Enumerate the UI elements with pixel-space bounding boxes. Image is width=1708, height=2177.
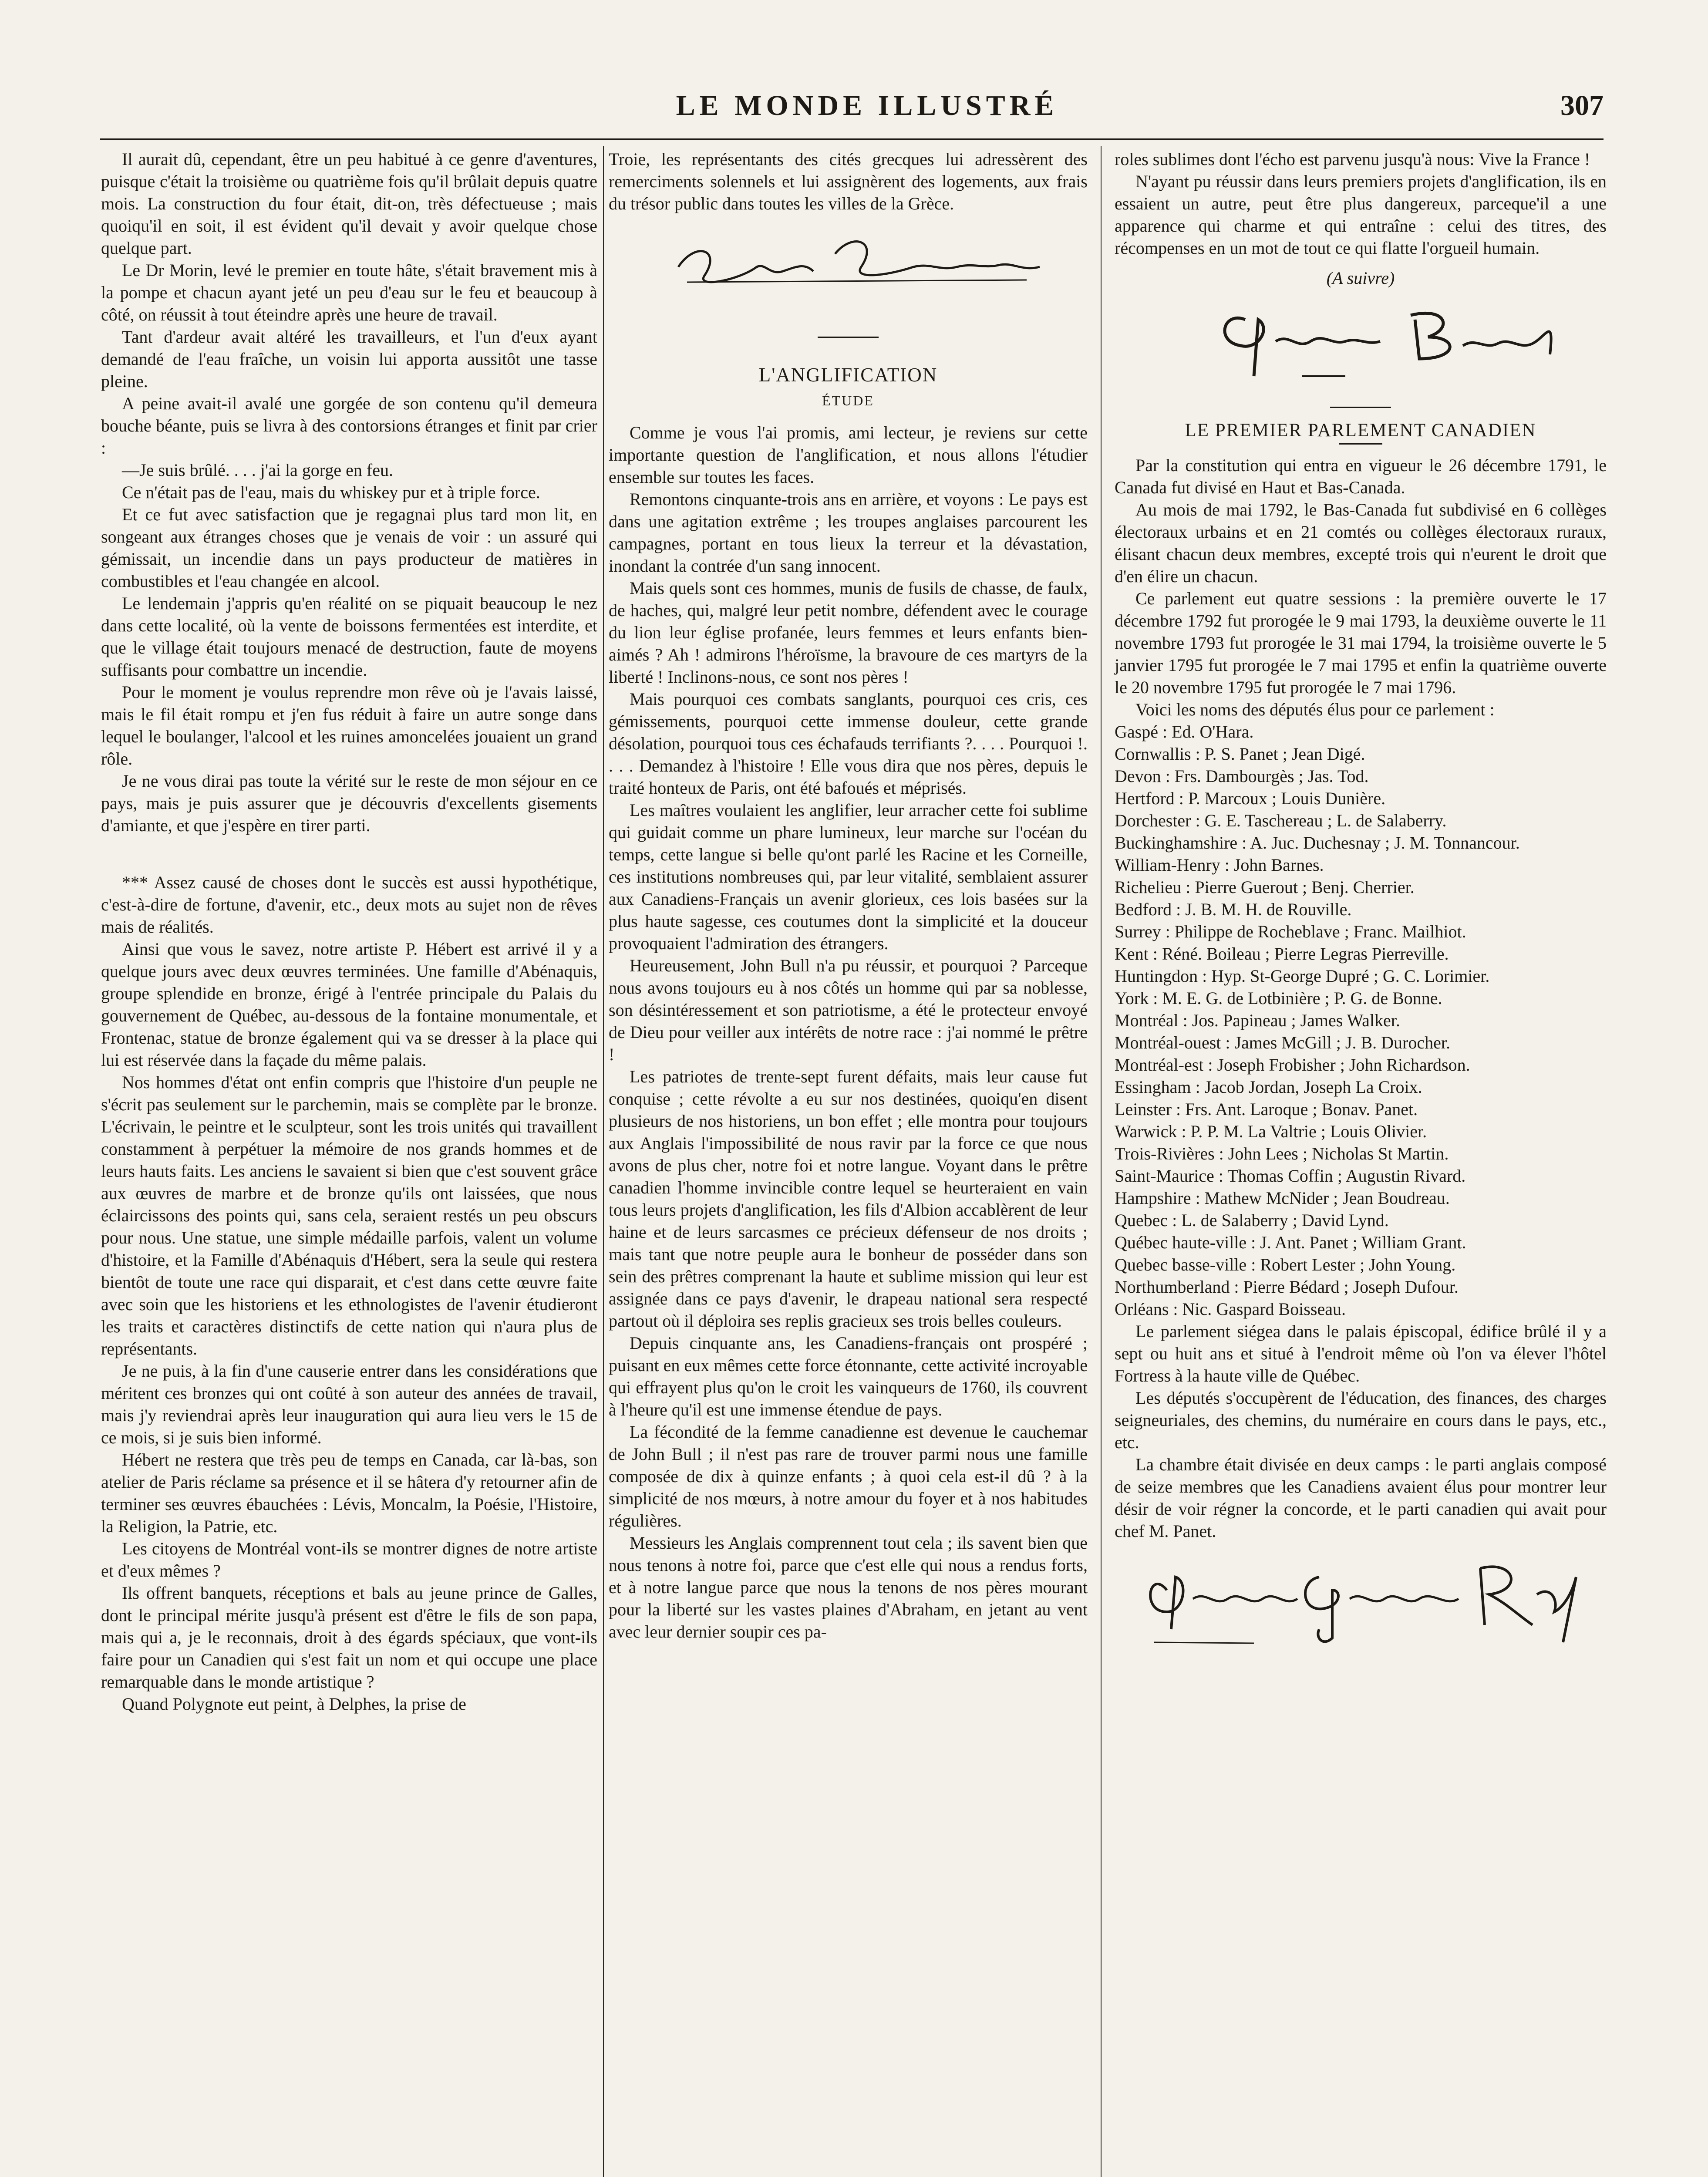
list-item: Huntingdon : Hyp. St-George Dupré ; G. C. Lorimier. [1115,966,1490,986]
paragraph: Les maîtres voulaient les anglifier, leur arracher cette foi sublime qui guidait comme un phare lumineux, leur marche sur l'océan du temps, cette langue si belle qu'ont parlé les Racine et les Corneille, ces institutions nombreuses qui, par leur vitalité, semblaient assurer aux Canadiens-Français un avenir glorieux, ces lois basées sur la plus haute sagesse, ces coutumes dont la simplicité et la douceur provoquaient l'admiration des étrangers. [609,800,1088,953]
paragraph: Les patriotes de trente-sept furent défaits, mais leur cause fut conquise ; cette révolte a eu sur nos destinées, quoiqu'en disent plusieurs de nos historiens, un bon effet ; elle montra pour toujours aux Anglais l'impossibilité de nous ravir par la force ce que nous avons de plus cher, notre foi et notre langue. Voyant dans le prêtre canadien l'homme invincible contre lequel se heurteraient en vain tous leurs projets d'anglification, les fils d'Albion accablèrent de leur haine et de leurs sarcasmes ce précieux défenseur de nos droits ; mais tant que notre peuple aura le bonheur de posséder dans son sein des prêtres comprenant la haute et sublime mission qui leur est assignée dans ce pays d'avenir, le drapeau national sera respecté partout où il déploira ses replis gracieux ses trois belles couleurs. [609,1067,1088,1331]
list-item: Devon : Frs. Dambourgès ; Jas. Tod. [1115,766,1369,786]
paragraph: Il aurait dû, cependant, être un peu habitué à ce genre d'aventures, puisque c'était la troisième ou quatrième fois qu'il brûlait depuis quatre mois. La construction du four était, dit-on, très défectueuse ; mais quoiqu'il en soit, il est évident qu'il devait y avoir quelque chose quelque part. [101,149,597,258]
paragraph: N'ayant pu réussir dans leurs premiers projets d'anglification, ils en essaient un autre, peut être plus dangereux, parceque'il a une apparence qui charme et qui entraîne : celui des titres, des récompenses en un mot de tout ce qui flatte l'orgueil humain. [1115,172,1607,258]
paragraph: Messieurs les Anglais comprennent tout cela ; ils savent bien que nous tenons à notre foi, parce que c'est elle qui nous a rendus forts, et à notre langue parce que nous la tenons de nos pères mourant pour la liberté sur les vastes plaines d'Abraham, en jetant au vent avec leur dernier soupir ces pa- [609,1533,1088,1641]
paragraph: Par la constitution qui entra en vigueur le 26 décembre 1791, le Canada fut divisé en Haut et Bas-Canada. [1115,455,1607,497]
paragraph: Le parlement siégea dans le palais épiscopal, édifice brûlé il y a sept ou huit ans et situé à l'endroit même où l'on va élever l'hôtel Fortress à la haute ville de Québec. [1115,1321,1607,1385]
paragraph: Le lendemain j'appris qu'en réalité on se piquait beaucoup le nez dans cette localité, où la vente de boissons fermentées est interdite, et que le village était toujours menacé de destruction, faute de moyens suffisants pour combattre un incendie. [101,593,597,680]
paragraph: Comme je vous l'ai promis, ami lecteur, je reviens sur cette importante question de l'anglification, et nous allons l'étudier ensemble sur toutes les faces. [609,423,1088,487]
article-title: L'ANGLIFICATION [758,364,938,386]
column-2 [609,148,1088,1643]
paragraph: Les députés s'occupèrent de l'éducation, des finances, des charges seigneuriales, des chemins, du numéraire en cours dans le pays, etc., etc. [1115,1388,1607,1452]
list-item: Hertford : P. Marcoux ; Louis Dunière. [1115,789,1386,808]
list-item: Quebec basse-ville : Robert Lester ; John Young. [1115,1255,1456,1274]
page-header [131,89,1604,133]
signature-drawing [1115,1542,1607,1655]
list-item: Montréal-ouest : James McGill ; J. B. Durocher. [1115,1033,1450,1052]
column-divider-1 [603,146,604,2177]
list-item: Gaspé : Ed. O'Hara. [1115,722,1254,741]
paragraph: Mais pourquoi ces combats sanglants, pourquoi ces cris, ces gémissements, pourquoi cette immense douleur, cette grande désolation, pourquoi tous ces échafauds terrifiants ?. . . . Pourquoi !. . . . Demandez à l'histoire ! Elle vous dira que nos pères, depuis le traité honteux de Paris, ont été bafoués et méprisés. [609,689,1088,798]
list-item: York : M. E. G. de Lotbinière ; P. G. de Bonne. [1115,988,1442,1008]
signature-pierre-georges-roy [1115,1542,1607,1655]
list-item: Essingham : Jacob Jordan, Joseph La Croix. [1115,1077,1422,1097]
list-item: Kent : Réné. Boileau ; Pierre Legras Pierreville. [1115,944,1449,964]
list-item: Surrey : Philippe de Rocheblave ; Franc. Mailhiot. [1115,922,1466,941]
paragraph: Pour le moment je voulus reprendre mon rêve où je l'avais laissé, mais le fil était rompu et j'en fus réduit à faire un autre songe dans lequel le boulanger, l'alcool et les ruines amoncelées jouaient un grand rôle. [101,682,597,768]
signature-drawing [609,215,1088,315]
list-item: Dorchester : G. E. Taschereau ; L. de Salaberry. [1115,811,1447,830]
paragraph: A peine avait-il avalé une gorgée de son contenu qu'il demeura bouche béante, puis se livra à des contorsions étranges et finit par crier : [101,394,597,458]
paragraph: Nos hommes d'état ont enfin compris que l'histoire d'un peuple ne s'écrit pas seulement sur le parchemin, mais se complète par le bronze. L'écrivain, le peintre et le sculpteur, sont les trois unités qui travaillent constamment à perpétuer la mémoire de nos grands hommes et de leurs hauts faits. Les anciens le savaient si bien que c'est souvent grâce aux œuvres de marbre et de bronze qu'ils ont laissées, que nous éclaircissons des points qui, sans cela, seraient restés un peu obscurs pour nous. Une statue, une simple médaille parfois, valent un volume d'histoire, et la Famille d'Abénaquis d'Hébert, sera la seule qui restera bientôt de toute une race qui disparait, et c'est dans cette œuvre faite avec soin que les historiens et les ethnologistes de l'avenir étudieront les traits et caractères distinctifs de cette nation qui n'aura plus de représentants. [101,1072,597,1358]
paragraph: Depuis cinquante ans, les Canadiens-français ont prospéré ; puisant en eux mêmes cette force étonnante, cette activité incroyable qui effrayent plus qu'on le croit les vainqueurs de 1760, ils couvrent à l'heure qu'il est une immense étendue de pays. [609,1333,1088,1419]
list-item: Quebec : L. de Salaberry ; David Lynd. [1115,1210,1389,1230]
list-item: Trois-Rivières : John Lees ; Nicholas St Martin. [1115,1144,1449,1163]
paragraph: Les citoyens de Montréal vont-ils se montrer dignes de notre artiste et d'eux mêmes ? [101,1539,597,1581]
spacer [101,836,597,871]
list-item: Québec haute-ville : J. Ant. Panet ; William Grant. [1115,1233,1466,1252]
column-3 [1115,148,1607,1655]
signature-pierre-bedard [1115,289,1607,394]
list-item: Leinster : Frs. Ant. Laroque ; Bonav. Panet. [1115,1099,1418,1119]
signature-drawing [1115,289,1607,394]
paragraph: Et ce fut avec satisfaction que je regagnai plus tard mon lit, en songeant aux étranges choses que je venais de voir : un assuré qui gémissait, un incendie dans un pays producteur de matières in combustibles et l'eau changée en alcool. [101,505,597,591]
a-suivre: (A suivre) [1326,268,1395,288]
paragraph: Je ne vous dirai pas toute la vérité sur le reste de mon séjour en ce pays, mais je puis assurer que je découvris d'excellents gisements d'amiante, et que j'espère en tirer parti. [101,771,597,835]
paragraph: Quand Polygnote eut peint, à Delphes, la prise de [122,1694,466,1714]
column-divider-2 [1101,146,1102,2177]
paragraph: Remontons cinquante-trois ans en arrière, et voyons : Le pays est dans une agitation extrême ; les troupes anglaises parcourent les campagnes, portant en tous lieux la terreur et la dévastation, inondant la contrée d'un sang innocent. [609,489,1088,576]
paragraph: —Je suis brûlé. . . . j'ai la gorge en feu. [122,460,393,480]
paragraph: Heureusement, John Bull n'a pu réussir, et pourquoi ? Parceque nous avons toujours eu à nos côtés un homme qui par sa noblesse, son désintéressement et son patriotisme, a été le protecteur envoyé de Dieu pour veiller aux intérêts de notre race : j'ai nommé le prêtre ! [609,956,1088,1064]
article-subtitle: ÉTUDE [822,393,874,408]
paragraph: Je ne puis, à la fin d'une causerie entrer dans les considérations que méritent ces bronzes qui ont coûté à son auteur des années de travail, mais j'y reviendrai après leur inauguration qui aura lieu vers le 15 de ce mois, si je suis bien informé. [101,1361,597,1447]
section-rule [1330,407,1391,408]
paragraph: Troie, les représentants des cités grecques lui adressèrent des remerciments solennels et lui assignèrent des logements, aux frais du trésor public dans toutes les villes de la Grèce. [609,149,1088,213]
paragraph: Ainsi que vous le savez, notre artiste P. Hébert est arrivé il y a quelque jours avec deux œuvres terminées. Une famille d'Abénaquis, groupe splendide en bronze, érigé à l'entrée principale du Palais du gouvernement de Québec, au-dessous de la fontaine monumentale, et Frontenac, statue de bronze également qui va se dresser à la place qui lui est réservée dans la façade du même palais. [101,939,597,1070]
list-item: William-Henry : John Barnes. [1115,855,1324,875]
paragraph: *** Assez causé de choses dont le succès est aussi hypothétique, c'est-à-dire de fortune, d'avenir, etc., deux mots au sujet non de rêves mais de réalités. [101,873,597,937]
paragraph: La fécondité de la femme canadienne est devenue le cauchemar de John Bull ; il n'est pas rare de trouver parmi nous une famille composée de dix à quinze enfants ; à quoi cela est-il dû ? à la simplicité de nos mœurs, à notre amour du foyer et à nos habitudes régulières. [609,1422,1088,1530]
list-item: Montréal : Jos. Papineau ; James Walker. [1115,1011,1400,1030]
paragraph: Ils offrent banquets, réceptions et bals au jeune prince de Galles, dont le principal mérite jusqu'à présent est d'être le fils de son papa, mais qui a, je le reconnais, droit à des égards spéciaux, que vont-ils faire pour un Canadien qui s'est fait un nom et qui occupe une place remarquable dans le monde artistique ? [101,1583,597,1692]
paragraph: Hébert ne restera que très peu de temps en Canada, car là-bas, son atelier de Paris réclame sa présence et il se hâtera d'y retourner afin de terminer ses œuvres ébauchées : Lévis, Moncalm, la Poésie, l'Histoire, la Religion, la Patrie, etc. [101,1450,597,1536]
list-item: Orléans : Nic. Gaspard Boisseau. [1115,1299,1346,1319]
paragraph: Voici les noms des députés élus pour ce parlement : [1135,700,1495,719]
list-item: Cornwallis : P. S. Panet ; Jean Digé. [1115,744,1365,764]
paragraph: Au mois de mai 1792, le Bas-Canada fut subdivisé en 6 collèges électoraux urbains et en 21 comtés ou collèges électoraux ruraux, élisant chacun deux membres, excepté trois qui n'eurent le droit que d'en élire un chacun. [1115,500,1607,586]
title-rule [1339,443,1382,445]
list-item: Hampshire : Mathew McNider ; Jean Boudreau. [1115,1188,1450,1208]
paragraph: Ce n'était pas de l'eau, mais du whiskey pur et à triple force. [122,482,540,502]
list-item: Warwick : P. P. M. La Valtrie ; Louis Olivier. [1115,1122,1427,1141]
paragraph: Mais quels sont ces hommes, munis de fusils de chasse, de faulx, de haches, qui, malgré leur petit nombre, défendent avec le courage du lion leur église profanée, leurs femmes et leurs enfants bien-aimés ? Ah ! admirons l'héroïsme, la bravoure de ces martyrs de la liberté ! Inclinons-nous, ce sont nos pères ! [609,578,1088,687]
signature-leon-ledieu [609,215,1088,315]
article-title: LE PREMIER PARLEMENT CANADIEN [1185,420,1536,441]
paragraph: Tant d'ardeur avait altéré les travailleurs, et l'un d'eux ayant demandé de l'eau fraîche, un voisin lui apporta aussitôt une tasse pleine. [101,327,597,391]
paragraph: Le Dr Morin, levé le premier en toute hâte, s'était bravement mis à la pompe et chacun ayant jeté un peu d'eau sur le feu et beaucoup à côté, on réussit à tout éteindre après une heure de travail. [101,260,597,324]
section-rule [818,337,879,338]
page-number: 307 [1560,90,1604,121]
paragraph: La chambre était divisée en deux camps : le parti anglais composé de seize membres que les Canadiens avaient élus pour montrer leur désir de voir régner la concorde, et le parti canadien qui avait pour chef M. Panet. [1115,1455,1607,1541]
list-item: Buckinghamshire : A. Juc. Duchesnay ; J. M. Tonnancour. [1115,833,1520,853]
paragraph: Ce parlement eut quatre sessions : la première ouverte le 17 décembre 1792 fut prorogée le 9 mai 1793, la deuxième ouverte le 11 novembre 1793 fut prorogée le 31 mai 1794, la troisième ouverte le 5 janvier 1795 fut prorogée le 7 mai 1795 et enfin la quatrième ouverte le 20 novembre 1795 fut prorogée le 7 mai 1796. [1115,589,1607,697]
list-item: Northumberland : Pierre Bédard ; Joseph Dufour. [1115,1277,1459,1297]
column-1 [101,148,597,1715]
list-item: Richelieu : Pierre Guerout ; Benj. Cherrier. [1115,877,1415,897]
list-item: Bedford : J. B. M. H. de Rouville. [1115,900,1352,919]
list-item: Montréal-est : Joseph Frobisher ; John Richardson. [1115,1055,1470,1075]
masthead: LE MONDE ILLUSTRÉ [676,90,1058,121]
header-rule [100,138,1604,140]
paragraph: roles sublimes dont l'écho est parvenu jusqu'à nous: Vive la France ! [1115,149,1590,169]
deputies-list [1115,721,1607,1320]
list-item: Saint-Maurice : Thomas Coffin ; Augustin Rivard. [1115,1166,1466,1186]
